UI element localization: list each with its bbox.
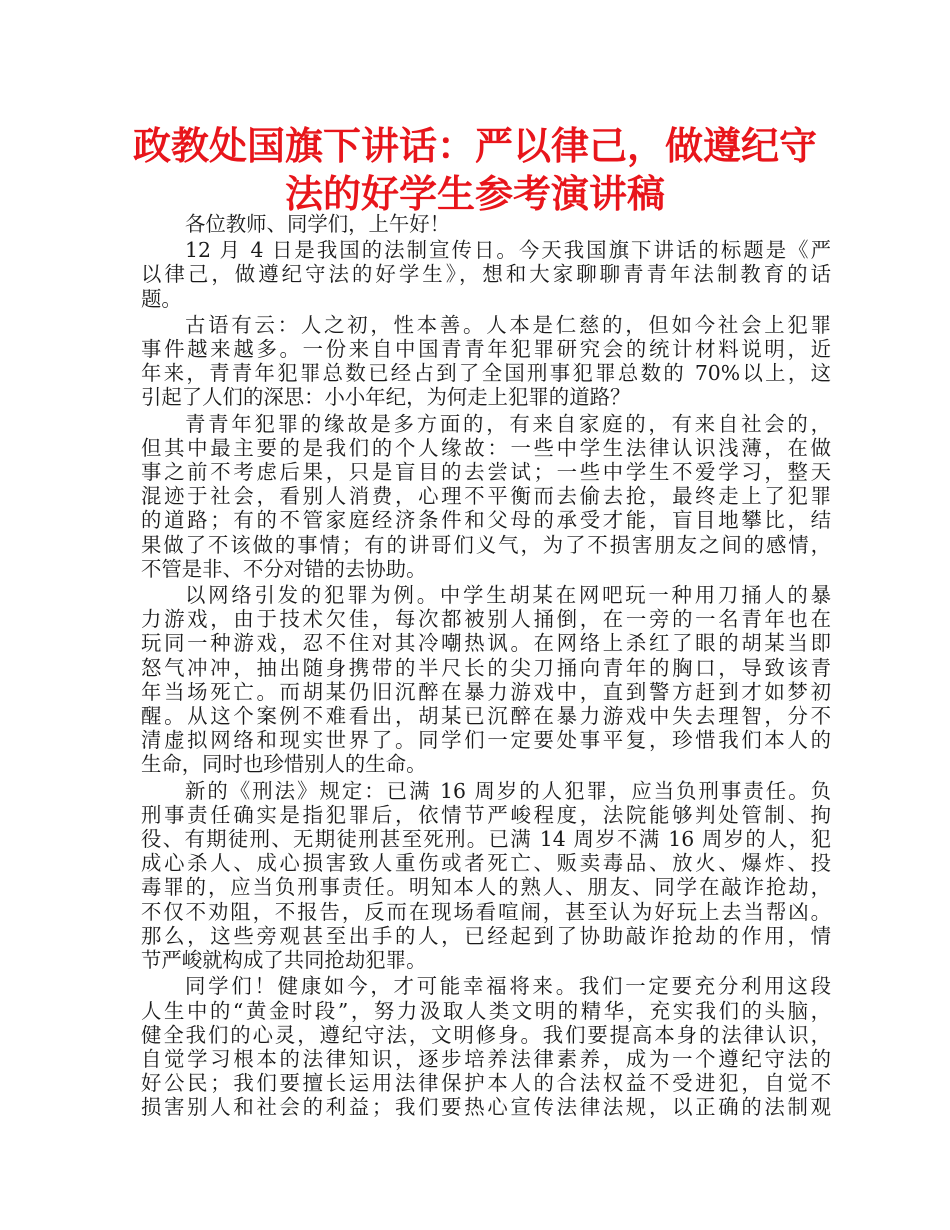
paragraph-line: 清虚拟网络和现实世界了。同学们一定要处事平复，珍惜我们本人的	[141, 728, 831, 753]
paragraph-line: 青青年犯罪的缘故是多方面的，有来自家庭的，有来自社会的，	[185, 411, 831, 436]
paragraph-line: 各位教师、同学们，上午好！	[185, 212, 451, 236]
paragraph	[141, 779, 831, 973]
paragraph-line: 那么，这些旁观甚至出手的人，已经起到了协助敲诈抢劫的作用，情	[141, 923, 831, 948]
paragraph-line: 好公民；我们要擅长运用法律保护本人的合法权益不受进犯，自觉不	[141, 1071, 831, 1096]
paragraph-line: 不仅不劝阻，不报告，反而在现场看喧闹，甚至认为好玩上去当帮凶。	[141, 899, 831, 924]
paragraph-line: 损害别人和社会的利益；我们要热心宣传法律法规，以正确的法制观	[141, 1095, 831, 1120]
paragraph-line: 果做了不该做的事情；有的讲哥们义气，为了不损害朋友之间的感情，	[141, 532, 831, 557]
paragraph	[141, 412, 831, 581]
paragraph-line: 同学们！健康如今，才可能幸福将来。我们一定要充分利用这段	[185, 974, 831, 999]
paragraph-line: 混迹于社会，看别人消费，心理不平衡而去偷去抢，最终走上了犯罪	[141, 484, 831, 509]
paragraph	[141, 212, 831, 236]
paragraph-line: 役、有期徒刑、无期徒刑甚至死刑。已满 14 周岁不满 16 周岁的人，犯	[141, 827, 831, 852]
document-title	[130, 122, 820, 218]
paragraph-line: 节严峻就构成了共同抢劫犯罪。	[141, 948, 427, 973]
paragraph-line: 刑事责任确实是指犯罪后，依情节严峻程度，法院能够判处管制、拘	[141, 802, 831, 827]
paragraph-line: 生命，同时也珍惜别人的生命。	[141, 752, 427, 777]
paragraph	[141, 583, 831, 777]
paragraph-line: 不管是非、不分对错的去协助。	[141, 556, 427, 581]
document-body	[141, 212, 831, 1122]
paragraph-line: 12 月 4 日是我国的法制宣传日。今天我国旗下讲话的标题是《严	[185, 238, 831, 263]
paragraph-line: 年来，青青年犯罪总数已经占到了全国刑事犯罪总数的 70%以上，这	[141, 361, 831, 386]
paragraph-line: 怒气冲冲，抽出随身携带的半尺长的尖刀捅向青年的胸口，导致该青	[141, 655, 831, 680]
paragraph-line: 但其中最主要的是我们的个人缘故：一些中学生法律认识浅薄，在做	[141, 435, 831, 460]
paragraph-line: 新的《刑法》规定：已满 16 周岁的人犯罪，应当负刑事责任。负	[185, 778, 831, 803]
paragraph-line: 人生中的“黄金时段”，努力汲取人类文明的精华，充实我们的头脑，	[141, 998, 831, 1023]
paragraph-line: 以网络引发的犯罪为例。中学生胡某在网吧玩一种用刀捅人的暴	[185, 583, 831, 608]
paragraph-line: 玩同一种游戏，忍不住对其冷嘲热讽。在网络上杀红了眼的胡某当即	[141, 631, 831, 656]
paragraph	[141, 238, 831, 311]
paragraph-line: 的道路；有的不管家庭经济条件和父母的承受才能，盲目地攀比，结	[141, 508, 831, 533]
paragraph-line: 事之前不考虑后果，只是盲目的去尝试；一些中学生不爱学习，整天	[141, 460, 831, 485]
paragraph-line: 醒。从这个案例不难看出，胡某已沉醉在暴力游戏中失去理智，分不	[141, 704, 831, 729]
paragraph-line: 以律己，做遵纪守法的好学生》，想和大家聊聊青青年法制教育的话	[141, 262, 831, 287]
paragraph-line: 题。	[141, 286, 182, 311]
paragraph-line: 毒罪的，应当负刑事责任。明知本人的熟人、朋友、同学在敲诈抢劫，	[141, 875, 831, 900]
paragraph-line: 健全我们的心灵，遵纪守法，文明修身。我们要提高本身的法律认识，	[141, 1022, 831, 1047]
paragraph	[141, 313, 831, 410]
paragraph-line: 引起了人们的深思：小小年纪，为何走上犯罪的道路？	[141, 385, 631, 410]
title-line: 法的好学生参考演讲稿	[284, 172, 665, 216]
paragraph-line: 古语有云：人之初，性本善。人本是仁慈的，但如今社会上犯罪	[185, 312, 831, 337]
title-line: 政教处国旗下讲话：严以律己，做遵纪守	[132, 124, 817, 168]
paragraph-line: 事件越来越多。一份来自中国青青年犯罪研究会的统计材料说明，近	[141, 337, 831, 362]
paragraph-line: 成心杀人、成心损害致人重伤或者死亡、贩卖毒品、放火、爆炸、投	[141, 851, 831, 876]
paragraph	[141, 974, 831, 1119]
paragraph-line: 力游戏，由于技术欠佳，每次都被别人捅倒，在一旁的一名青年也在	[141, 607, 831, 632]
paragraph-line: 自觉学习根本的法律知识，逐步培养法律素养，成为一个遵纪守法的	[141, 1046, 831, 1071]
paragraph-line: 年当场死亡。而胡某仍旧沉醉在暴力游戏中，直到警方赶到才如梦初	[141, 679, 831, 704]
